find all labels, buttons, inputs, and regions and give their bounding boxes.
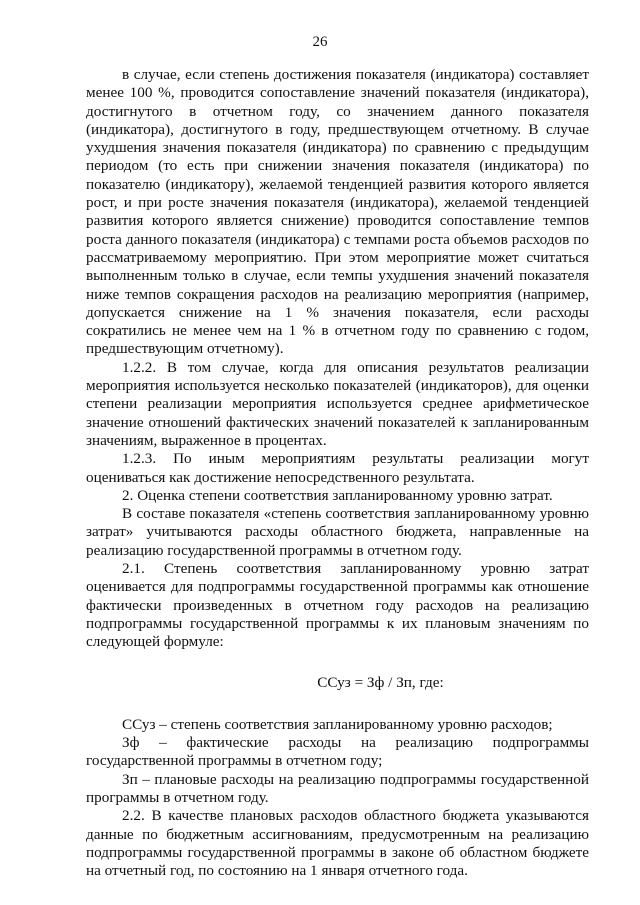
formula: ССуз = Зф / Зп, где: xyxy=(317,673,444,691)
definition-zp: Зп – плановые расходы на реализацию подпрограммы государственной программы в отчетном году. xyxy=(86,770,589,806)
definition-ccuz: ССуз – степень соответствия запланированному уровню расходов; xyxy=(122,715,553,733)
paragraph-cost-indicator: В составе показателя «степень соответствия запланированному уровню затрат» учитываются расходы областного бюджета, направленные на реализацию государственной программы в отчетном году. xyxy=(86,505,589,559)
paragraph-1-2-3: 1.2.3. По иным мероприятиям результаты реализации могут оцениваться как достижение непосредственного результата. xyxy=(86,450,589,486)
definition-zf: Зф – фактические расходы на реализацию подпрограммы государственной программы в отчетном году; xyxy=(86,734,589,770)
section-heading-2: 2. Оценка степени соответствия запланированному уровню затрат. xyxy=(122,486,553,504)
paragraph-indicator-comparison: в случае, если степень достижения показателя (индикатора) составляет менее 100 %, проводится сопоставление значений показателя (индикатора), достигнутого в отчетном году, со значением данного показателя (индикатора), достигнутого в году, предшествующем отчетному. В случае ухудшения значения показателя (индикатора) по сравнению с предыдущим периодом (то есть при снижении значения показателя (индикатора) по показателю (индикатору), желаемой тенденцией развития которого является рост, и при росте значения показателя (индикатора), желаемой тенденцией развития которого является снижение) проводится сопоставление темпов роста данного показателя (индикатора) с темпами роста объемов расходов по рассматриваемому мероприятию. При этом мероприятие может считаться выполненным только в случае, если темпы ухудшения значений показателя ниже темпов сокращения расходов на реализацию мероприятия (например, допускается снижение на 1 % значения показателя, если расходы сократились не менее чем на 1 % в отчетном году по сравнению с годом, предшествующим отчетному). xyxy=(86,66,589,358)
paragraph-1-2-2: 1.2.2. В том случае, когда для описания результатов реализации мероприятия используется несколько показателей (индикаторов), для оценки степени реализации мероприятия используется среднее арифметическое значение отношений фактических значений показателей к запланированным значениям, выраженное в процентах. xyxy=(86,358,589,449)
document-body xyxy=(86,66,589,880)
paragraph-2-2: 2.2. В качестве плановых расходов областного бюджета указываются данные по бюджетным ассигнованиям, предусмотренным на реализацию подпрограммы государственной программы в законе об областном бюджете на отчетный год, по состоянию на 1 января отчетного года. xyxy=(86,807,589,880)
paragraph-2-1: 2.1. Степень соответствия запланированному уровню затрат оценивается для подпрограммы государственной программы как отношение фактически произведенных в отчетном году расходов на реализацию подпрограммы государственной программы к их плановым значениям по следующей формуле: xyxy=(86,560,589,651)
page-number: 26 xyxy=(312,34,328,50)
